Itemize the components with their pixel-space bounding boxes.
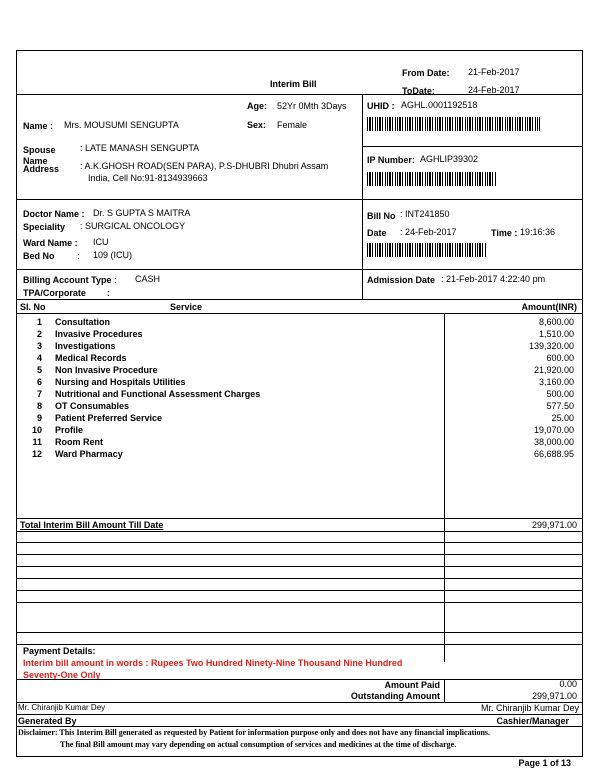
total-label: Total Interim Bill Amount Till Date <box>20 520 164 530</box>
row-number: 10 <box>31 425 42 435</box>
doctor-value: Dr. S GUPTA S MAITRA <box>93 208 191 218</box>
address-line2: India, Cell No:91-8134939663 <box>88 173 208 183</box>
name-label: Name : <box>23 121 54 131</box>
bill-barcode <box>367 243 487 257</box>
name-address-label-line1: Name <box>23 156 48 166</box>
row-number: 1 <box>36 317 42 327</box>
payment-details-label: Payment Details: <box>23 646 96 656</box>
table-row <box>20 401 578 413</box>
col-service: Service <box>170 302 203 312</box>
col-sl-no: Sl. No <box>20 302 46 312</box>
grid-line <box>16 578 582 579</box>
table-row <box>20 437 578 449</box>
ip-number-value: AGHLIP39302 <box>420 154 479 164</box>
divider <box>16 518 582 519</box>
row-amount: 19,070.00 <box>533 425 574 435</box>
row-number: 9 <box>36 413 42 423</box>
ip-number-label: IP Number: <box>367 155 415 165</box>
generated-by-name: Mr. Chiranjib Kumar Dey <box>18 703 106 712</box>
spouse-label: Spouse <box>23 145 56 155</box>
row-service: Non Invasive Procedure <box>55 365 158 375</box>
name-address-label <box>23 157 59 173</box>
row-number: 6 <box>36 377 42 387</box>
page-number: Page 1 of 13 <box>518 758 571 768</box>
row-number: 4 <box>36 353 42 363</box>
row-number: 2 <box>36 329 42 339</box>
grid-line <box>16 531 582 532</box>
row-service: Investigations <box>55 341 116 351</box>
age-label: Age: <box>247 101 267 111</box>
address-line1: : A.K.GHOSH ROAD(SEN PARA), P.S-DHUBRI Dhubri Assam <box>80 161 329 171</box>
divider <box>362 95 363 199</box>
uhid-barcode <box>367 117 540 131</box>
bed-value: 109 (ICU) <box>93 250 133 260</box>
grid-line <box>16 590 582 591</box>
admission-date-value: : 21-Feb-2017 4:22:40 pm <box>441 274 546 284</box>
disclaimer-line2: The final Bill amount may vary depending on actual consumption of services and medicines at the time of discharge. <box>60 740 457 749</box>
uhid-value: AGHL.0001192518 <box>401 100 478 110</box>
divider <box>16 714 582 715</box>
row-service: Nutritional and Functional Assessment Charges <box>55 389 261 399</box>
generated-by-label: Generated By <box>18 716 77 726</box>
grid-line <box>16 566 582 567</box>
table-row <box>20 377 578 389</box>
to-date: 24-Feb-2017 <box>468 85 520 95</box>
admission-date-label: Admission Date <box>367 275 436 285</box>
divider <box>362 270 363 299</box>
divider <box>16 269 582 270</box>
from-date: 21-Feb-2017 <box>468 67 520 77</box>
row-service: Invasive Procedures <box>55 329 143 339</box>
bill-no-label: Bill No <box>367 211 396 221</box>
row-service: Nursing and Hospitals Utilities <box>55 377 186 387</box>
row-service: Patient Preferred Service <box>55 413 163 423</box>
to-date-label: ToDate: <box>402 86 435 96</box>
age-value: 52Yr 0Mth 3Days <box>277 101 347 111</box>
col-amount: Amount(INR) <box>521 302 577 312</box>
doctor-label: Doctor Name : <box>23 209 85 219</box>
table-row <box>20 329 578 341</box>
row-service: OT Consumables <box>55 401 130 411</box>
row-amount: 8,600.00 <box>538 317 574 327</box>
table-row <box>20 389 578 401</box>
speciality-label: Speciality <box>23 222 66 232</box>
row-amount: 25.00 <box>551 413 574 423</box>
row-amount: 66,688.95 <box>533 449 574 459</box>
bed-label: Bed No <box>23 251 55 261</box>
account-type-value: CASH <box>135 274 161 284</box>
row-amount: 139,320.00 <box>528 341 574 351</box>
row-number: 11 <box>32 437 42 447</box>
sex-value: Female <box>277 120 308 130</box>
row-service: Medical Records <box>55 353 127 363</box>
patient-name: Mrs. MOUSUMI SENGUPTA <box>64 120 179 130</box>
row-service: Consultation <box>55 317 110 327</box>
bill-date-label: Date <box>367 228 387 238</box>
row-number: 12 <box>31 449 42 459</box>
bed-colon: : <box>77 251 80 261</box>
grid-line <box>16 542 582 543</box>
table-row <box>20 365 578 377</box>
divider <box>16 199 582 200</box>
ward-value: ICU <box>93 237 109 247</box>
divider <box>16 94 582 95</box>
spouse-value: : LATE MANASH SENGUPTA <box>80 143 200 153</box>
tpa-colon: : <box>107 288 110 298</box>
row-service: Profile <box>55 425 84 435</box>
disclaimer-line1: Disclaimer: This Interim Bill generated as requested by Patient for information purpose only and does not have any financial implications. <box>18 728 491 737</box>
ward-label: Ward Name : <box>23 238 78 248</box>
row-amount: 500.00 <box>546 389 574 399</box>
row-service: Ward Pharmacy <box>55 449 123 459</box>
from-date-label: From Date: <box>402 68 450 78</box>
account-type-label: Billing Account Type : <box>23 275 117 285</box>
total-amount: 299,971.00 <box>531 520 577 530</box>
row-amount: 21,920.00 <box>533 365 574 375</box>
row-amount: 38,000.00 <box>533 437 574 447</box>
amount-paid-label: Amount Paid <box>384 680 440 690</box>
row-amount: 3,160.00 <box>538 377 574 387</box>
cashier-label: Cashier/Manager <box>496 716 569 726</box>
grid-line <box>16 602 582 603</box>
divider <box>16 299 582 300</box>
table-row <box>20 425 578 437</box>
uhid-label: UHID : <box>367 101 395 111</box>
ip-barcode <box>367 172 497 186</box>
bill-date-value: : 24-Feb-2017 <box>400 227 457 237</box>
divider <box>16 313 582 314</box>
column-divider <box>444 679 445 702</box>
table-row <box>20 413 578 425</box>
table-row <box>20 317 578 329</box>
amount-in-words-line2: Seventy-One Only <box>23 670 101 680</box>
outstanding-value: 299,971.00 <box>531 691 577 701</box>
row-service: Room Rent <box>55 437 103 447</box>
name-address-label-line2: Address <box>23 164 60 174</box>
divider <box>362 146 582 147</box>
amount-in-words-line1: Interim bill amount in words : Rupees Two Hundred Ninety-Nine Thousand Nine Hundred <box>23 658 403 668</box>
row-amount: 600.00 <box>546 353 574 363</box>
divider <box>16 726 582 727</box>
bill-time-label: Time : <box>491 228 518 238</box>
row-amount: 577.50 <box>546 401 574 411</box>
tpa-label: TPA/Corporate <box>23 288 86 298</box>
row-number: 5 <box>36 365 42 375</box>
divider <box>362 200 363 269</box>
row-amount: 1,510.00 <box>538 329 574 339</box>
table-row <box>20 353 578 365</box>
row-number: 8 <box>36 401 42 411</box>
speciality-value: : SURGICAL ONCOLOGY <box>80 221 186 231</box>
table-row <box>20 341 578 353</box>
grid-line <box>16 644 582 645</box>
amount-paid-value: 0.00 <box>559 679 577 689</box>
divider <box>16 679 582 680</box>
cashier-name: Mr. Chiranjib Kumar Dey <box>480 703 579 713</box>
bill-time-value: 19:16:36 <box>520 227 556 237</box>
row-number: 7 <box>36 389 42 399</box>
sex-label: Sex: <box>247 120 267 130</box>
table-row <box>20 449 578 461</box>
bill-title: Interim Bill <box>270 79 317 89</box>
grid-line <box>16 632 582 633</box>
row-number: 3 <box>36 341 42 351</box>
grid-line <box>16 554 582 555</box>
bill-no-value: : INT241850 <box>400 209 450 219</box>
outstanding-label: Outstanding Amount <box>350 691 440 701</box>
